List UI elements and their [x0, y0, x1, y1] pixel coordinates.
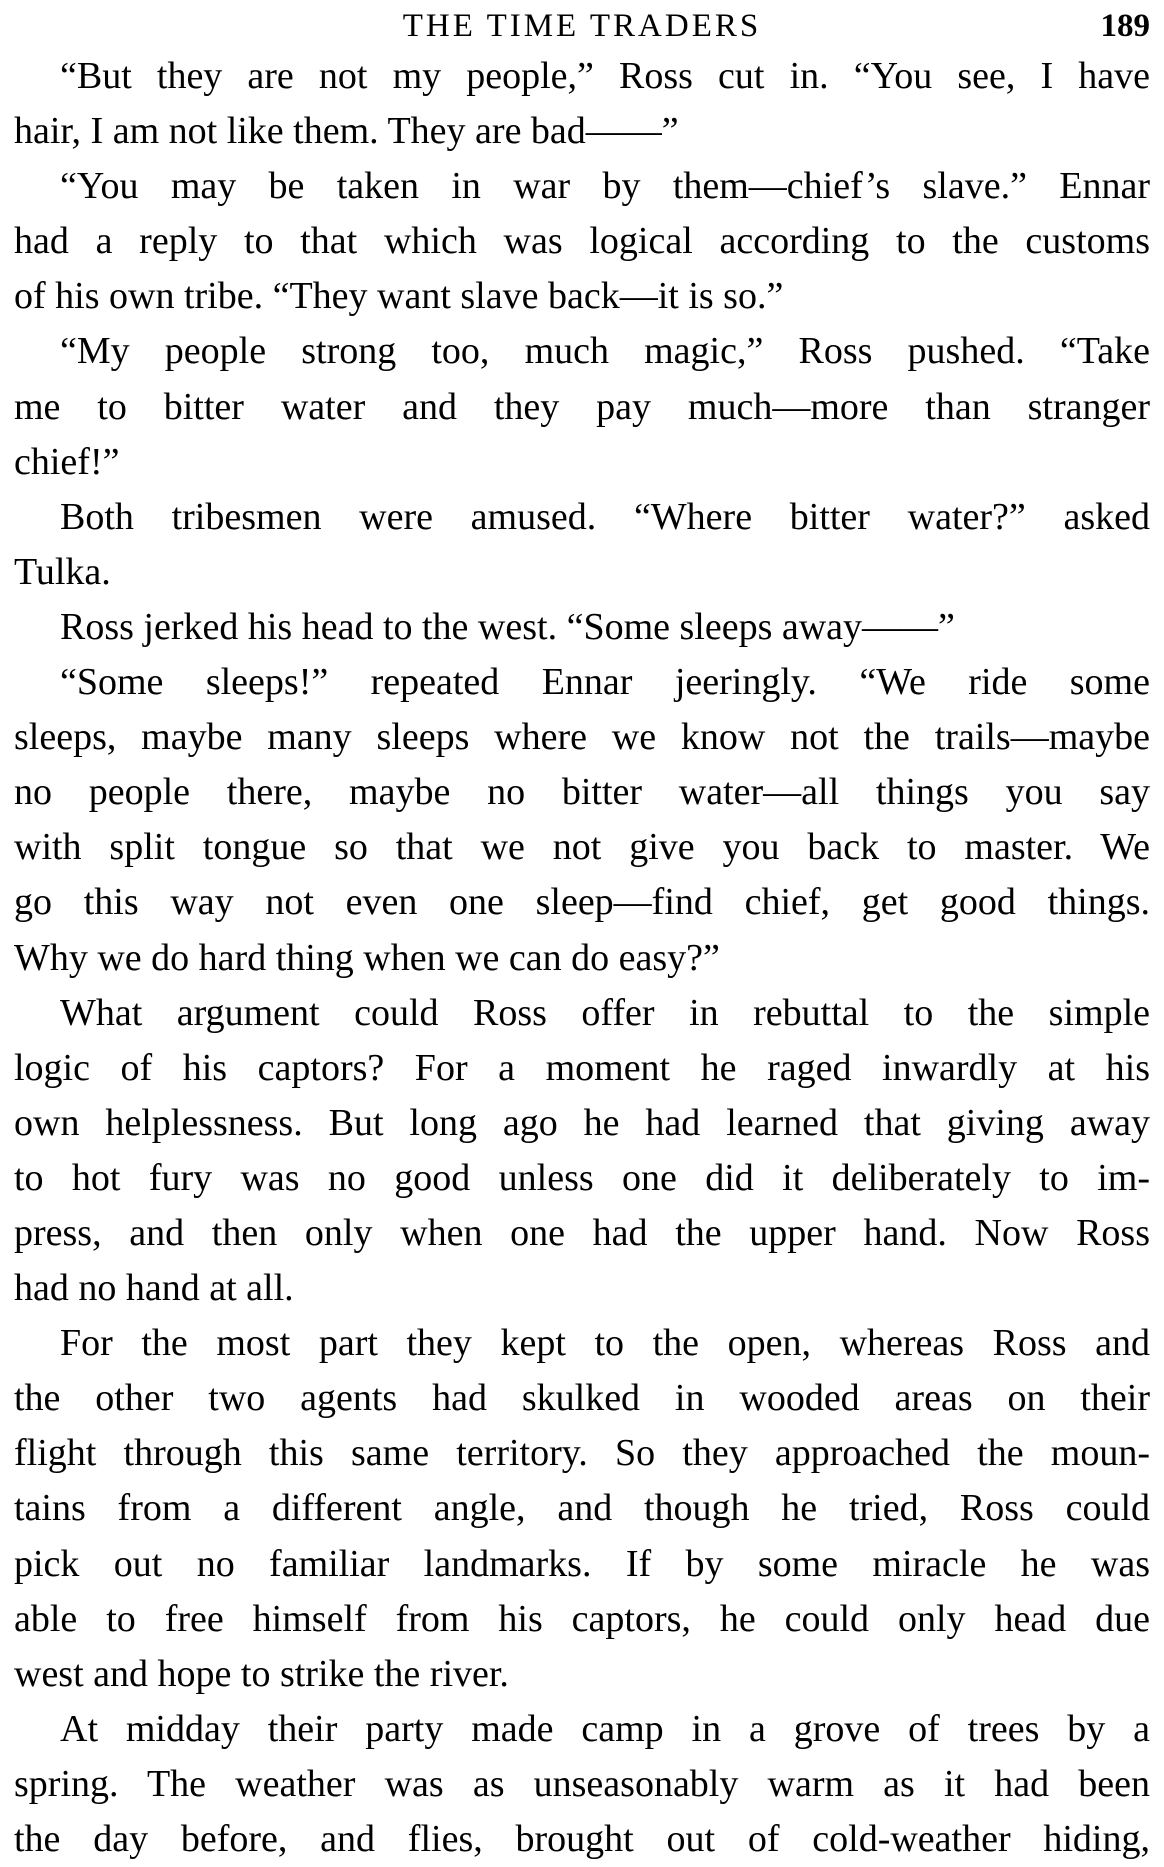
text-line: able to free himself from his captors, he could only head due	[14, 1597, 1150, 1640]
text-line: go this way not even one sleep—find chief, get good things.	[14, 881, 1150, 924]
text-line: west and hope to strike the river.	[14, 1652, 509, 1695]
text-line: Both tribesmen were amused. “Where bitter water?” asked	[60, 495, 1150, 538]
text-line: own helplessness. But long ago he had learned that giving away	[14, 1101, 1150, 1144]
text-line: pick out no familiar landmarks. If by some miracle he was	[14, 1542, 1150, 1585]
text-line: of his own tribe. “They want slave back—it is so.”	[14, 275, 784, 318]
text-line: Why we do hard thing when we can do easy?”	[14, 936, 720, 979]
text-line: “My people strong too, much magic,” Ross pushed. “Take	[60, 330, 1150, 373]
text-line: the other two agents had skulked in wooded areas on their	[14, 1377, 1150, 1420]
text-line: tains from a different angle, and though he tried, Ross could	[14, 1487, 1150, 1530]
running-title: THE TIME TRADERS	[402, 8, 762, 44]
text-line: with split tongue so that we not give you back to master. We	[14, 826, 1150, 869]
text-line: Tulka.	[14, 550, 111, 593]
text-line: press, and then only when one had the upper hand. Now Ross	[14, 1211, 1150, 1254]
text-line: Ross jerked his head to the west. “Some sleeps away——”	[60, 605, 955, 648]
text-line: “You may be taken in war by them—chief’s slave.” Ennar	[60, 165, 1150, 208]
text-line: had a reply to that which was logical according to the customs	[14, 220, 1150, 263]
text-line: had no hand at all.	[14, 1267, 294, 1310]
text-line: spring. The weather was as unseasonably warm as it had been	[14, 1762, 1150, 1805]
text-line: to hot fury was no good unless one did it deliberately to im-	[14, 1156, 1150, 1199]
text-line: sleeps, maybe many sleeps where we know not the trails—maybe	[14, 716, 1150, 759]
text-line: “Some sleeps!” repeated Ennar jeeringly. “We ride some	[60, 661, 1150, 704]
text-line: logic of his captors? For a moment he raged inwardly at his	[14, 1046, 1150, 1089]
text-line: For the most part they kept to the open, whereas Ross and	[60, 1322, 1150, 1365]
text-line: hair, I am not like them. They are bad——”	[14, 110, 679, 153]
page-number: 189	[1100, 8, 1150, 44]
text-line: flight through this same territory. So they approached the moun-	[14, 1432, 1150, 1475]
text-line: no people there, maybe no bitter water—all things you say	[14, 771, 1150, 814]
text-line: What argument could Ross offer in rebuttal to the simple	[60, 991, 1150, 1034]
text-line: chief!”	[14, 440, 120, 483]
body-text	[14, 49, 1150, 1867]
text-line: the day before, and flies, brought out of cold-weather hiding,	[14, 1818, 1150, 1860]
running-head	[0, 6, 1164, 46]
text-line: me to bitter water and they pay much—more than stranger	[14, 385, 1150, 428]
text-line: “But they are not my people,” Ross cut in. “You see, I have	[60, 55, 1150, 97]
text-line: At midday their party made camp in a grove of trees by a	[60, 1707, 1150, 1750]
